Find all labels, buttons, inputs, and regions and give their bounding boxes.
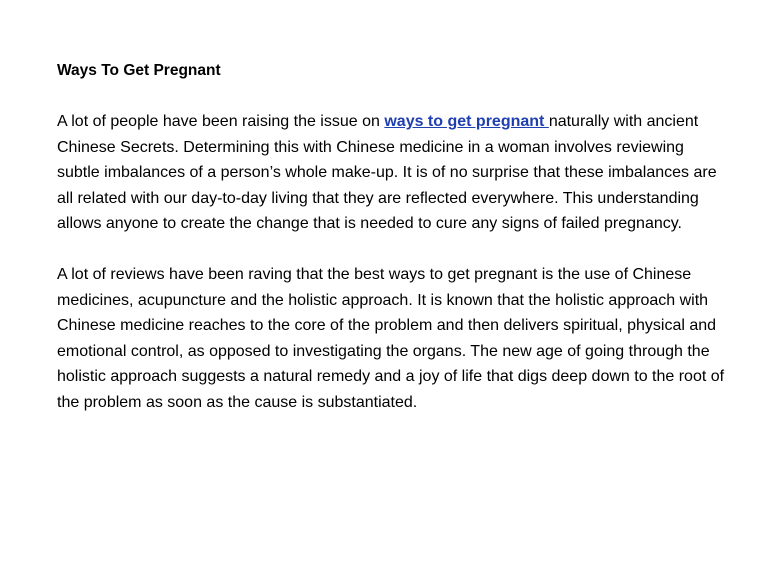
paragraph-spacer [57, 84, 727, 110]
paragraph-1-text-after: naturally with ancient Chinese Secrets. Determining this with Chinese medicine in a woman involves reviewing subtle imbalances of a person’s whole make-up. It is of no surprise that these imbalances are all related with our day-to-day living that they are reflected everywhere. This understanding allows anyone to create the change that is needed to cure any signs of failed pregnancy. [57, 113, 717, 232]
document-title: Ways To Get Pregnant [57, 62, 221, 79]
paragraph-spacer [57, 237, 727, 263]
ways-to-get-pregnant-link[interactable]: ways to get pregnant [384, 113, 549, 130]
paragraph-1 [57, 109, 727, 237]
paragraph-2: A lot of reviews have been raving that the best ways to get pregnant is the use of Chinese medicines, acupuncture and the holistic approach. It is known that the holistic approach with Chinese medicine reaches to the core of the problem and then delivers spiritual, physical and emotional control, as opposed to investigating the organs. The new age of going through the holistic approach suggests a natural remedy and a joy of life that digs deep down to the root of the problem as soon as the cause is substantiated. [57, 266, 725, 411]
document-body [57, 58, 727, 415]
paragraph-1-text-before: A lot of people have been raising the issue on [57, 113, 385, 130]
